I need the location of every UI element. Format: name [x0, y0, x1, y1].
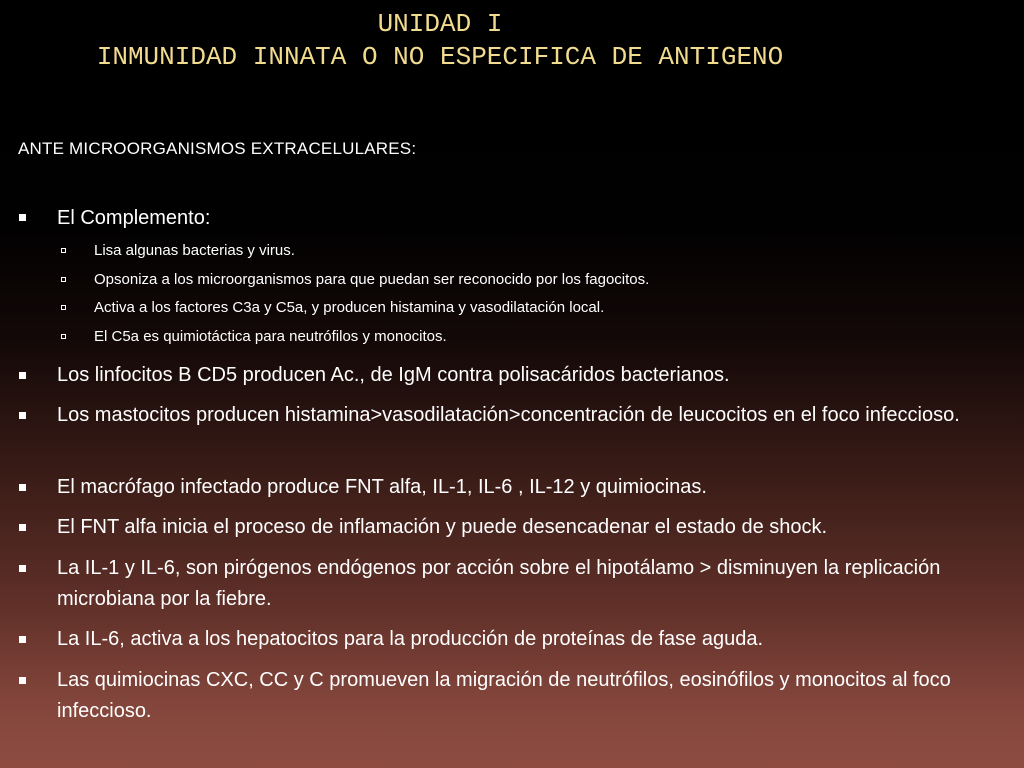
- slide-title: [0, 8, 880, 74]
- title-line-1: UNIDAD I: [377, 9, 503, 39]
- hollow-square-bullet-icon: [61, 277, 66, 282]
- square-bullet-icon: [19, 677, 26, 684]
- list-item-text: La IL-1 y IL-6, son pirógenos endógenos por acción sobre el hipotálamo > disminuyen la replicación microbiana por la fiebre.: [57, 557, 941, 610]
- list-item-text: El Complemento:: [57, 207, 211, 229]
- square-bullet-icon: [19, 372, 26, 379]
- hollow-square-bullet-icon: [61, 248, 66, 253]
- square-bullet-icon: [19, 412, 26, 419]
- sub-item-text: Activa a los factores C3a y C5a, y producen histamina y vasodilatación local.: [94, 299, 605, 316]
- square-bullet-icon: [19, 565, 26, 572]
- square-bullet-icon: [19, 214, 26, 221]
- list-item-text: La IL-6, activa a los hepatocitos para la producción de proteínas de fase aguda.: [57, 628, 764, 650]
- sub-item-text: Opsoniza a los microorganismos para que puedan ser reconocido por los fagocitos.: [94, 271, 650, 288]
- section-heading: ANTE MICROORGANISMOS EXTRACELULARES:: [18, 139, 417, 158]
- hollow-square-bullet-icon: [61, 305, 66, 310]
- list-item-text: Las quimiocinas CXC, CC y C promueven la migración de neutrófilos, eosinófilos y monocitos al foco infeccioso.: [57, 669, 951, 722]
- list-item-text: El macrófago infectado produce FNT alfa, IL-1, IL-6 , IL-12 y quimiocinas.: [57, 476, 707, 498]
- title-line-2: INMUNIDAD INNATA O NO ESPECIFICA DE ANTIGENO: [96, 42, 784, 72]
- square-bullet-icon: [19, 524, 26, 531]
- sub-item-text: Lisa algunas bacterias y virus.: [94, 242, 295, 259]
- hollow-square-bullet-icon: [61, 334, 66, 339]
- list-item-text: Los mastocitos producen histamina>vasodilatación>concentración de leucocitos en el foco infeccioso.: [57, 404, 960, 426]
- square-bullet-icon: [19, 484, 26, 491]
- list-item-text: El FNT alfa inicia el proceso de inflamación y puede desencadenar el estado de shock.: [57, 516, 828, 538]
- sub-item-text: El C5a es quimiotáctica para neutrófilos y monocitos.: [94, 328, 447, 345]
- square-bullet-icon: [19, 636, 26, 643]
- list-item-text: Los linfocitos B CD5 producen Ac., de IgM contra polisacáridos bacterianos.: [57, 364, 730, 386]
